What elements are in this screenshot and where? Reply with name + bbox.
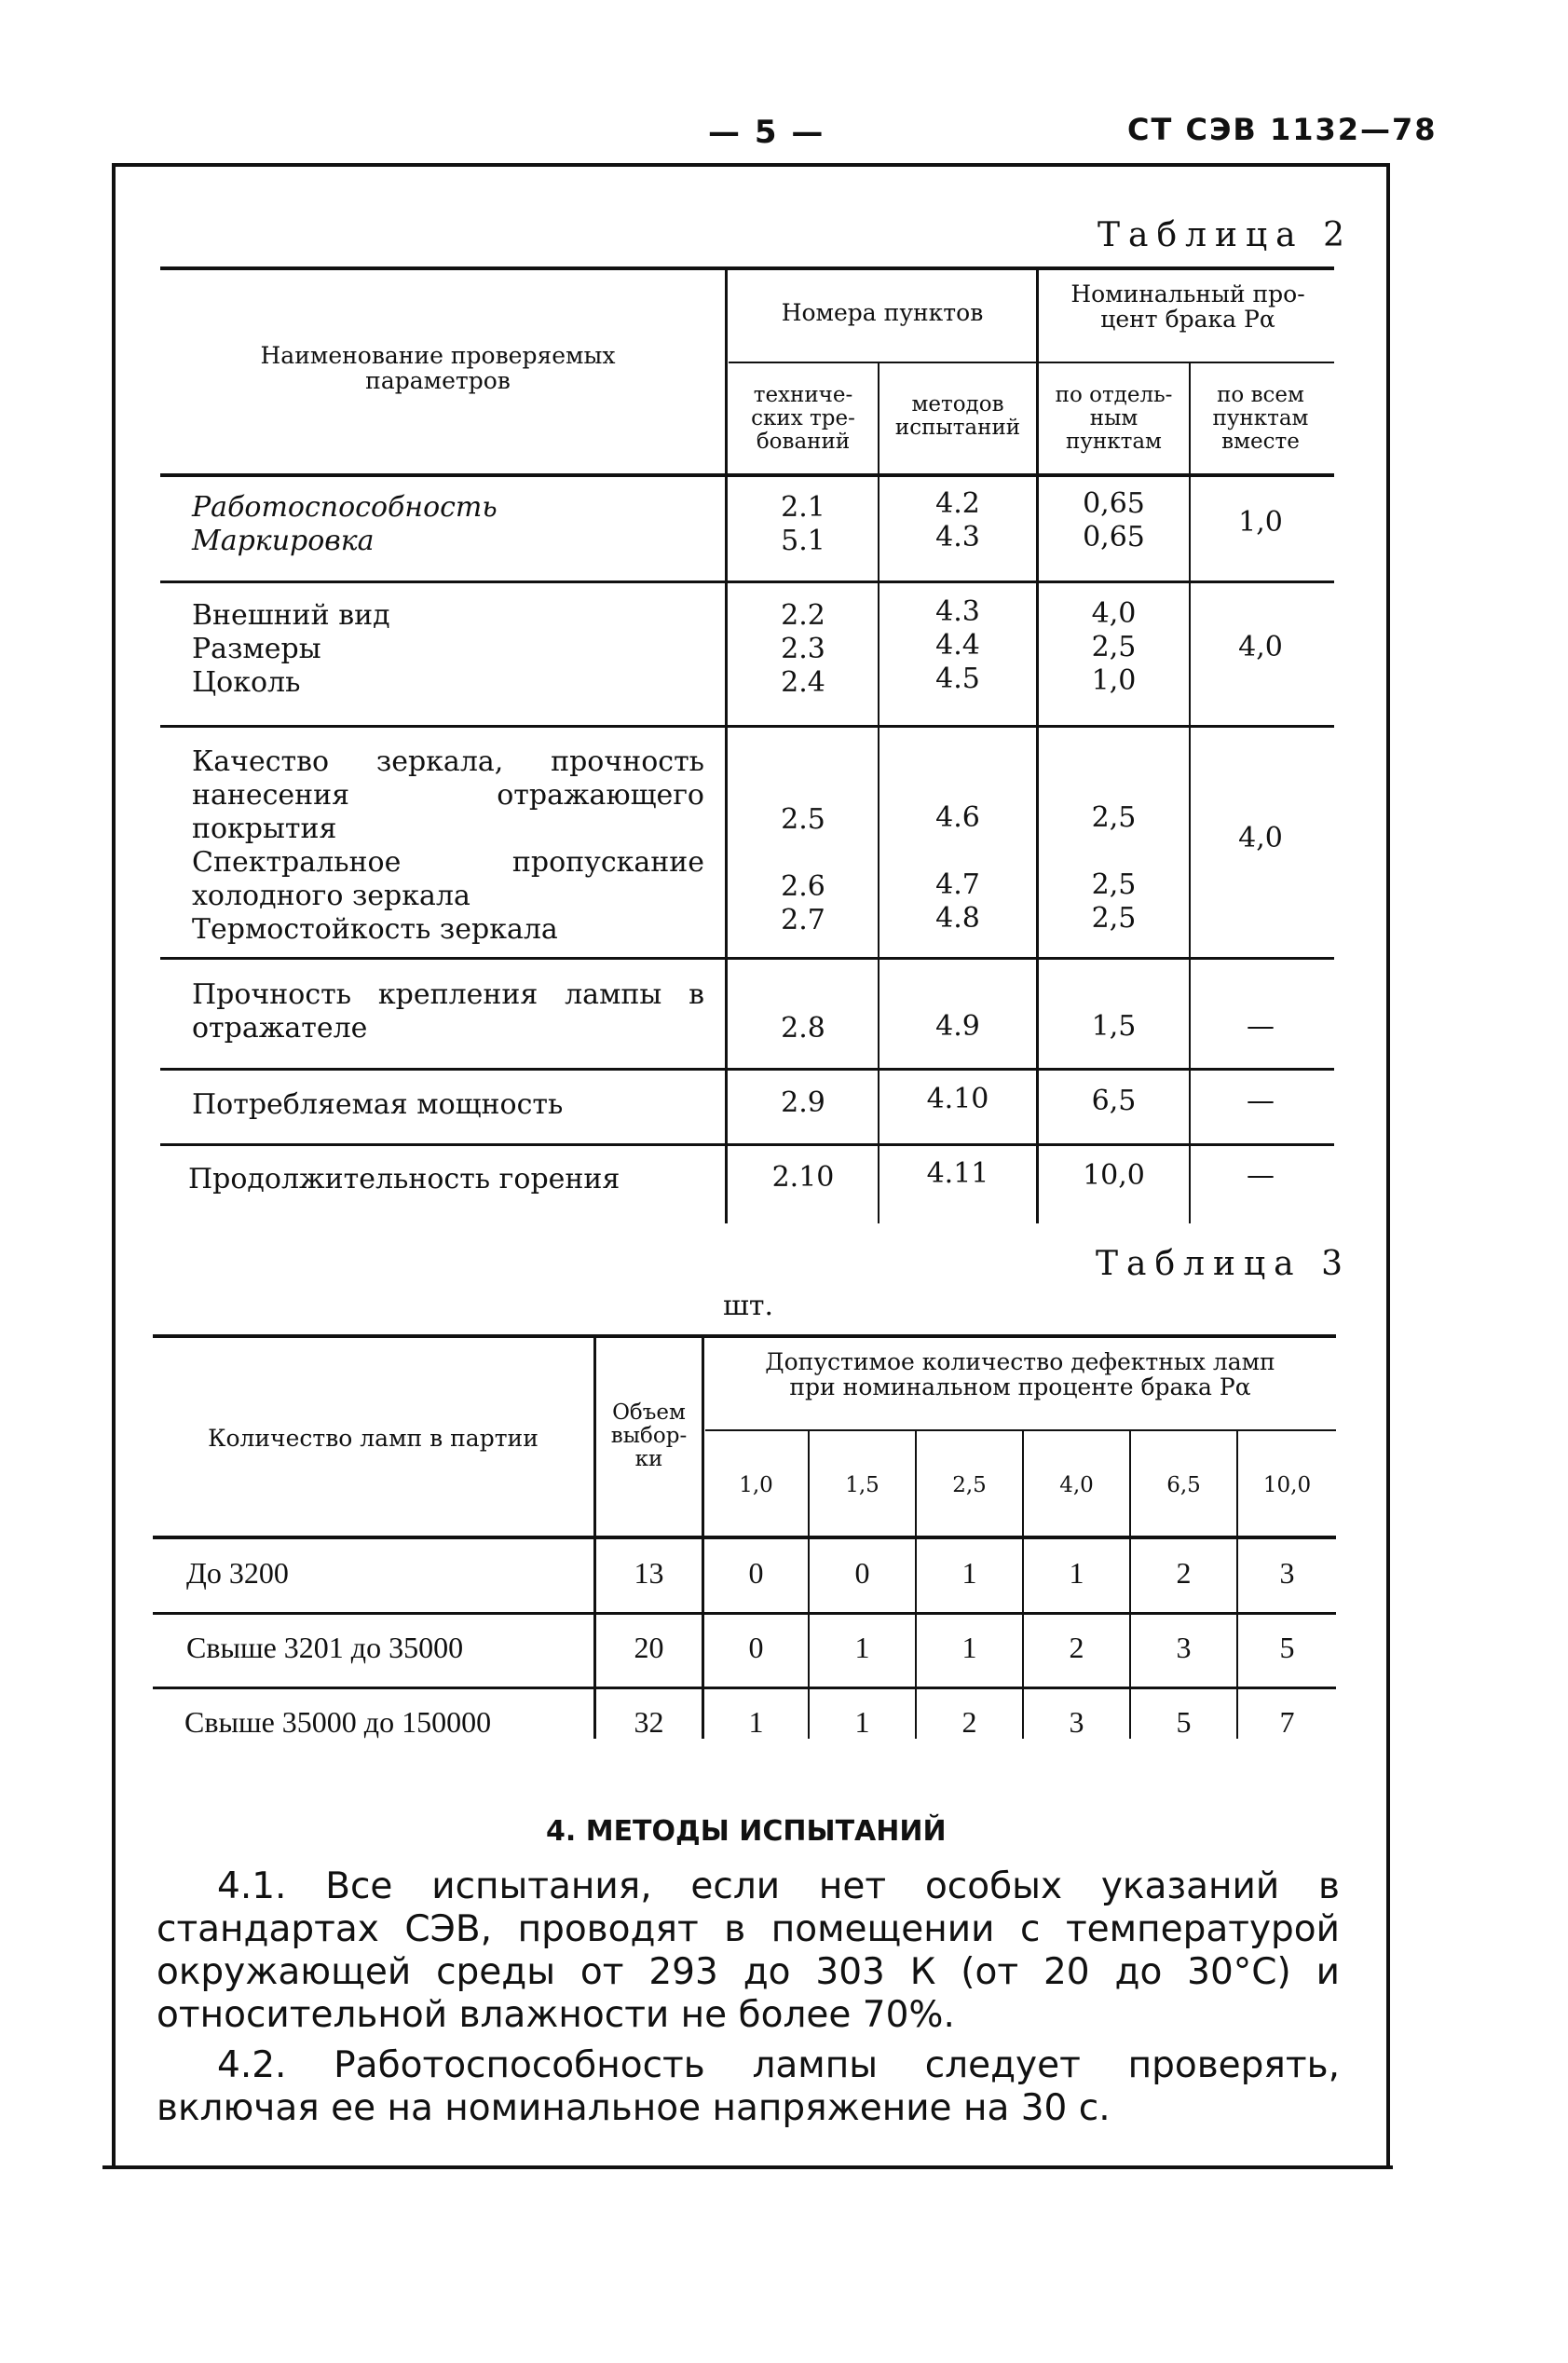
table2-pct-all: 4,0 xyxy=(1238,822,1283,854)
table2-pct-each: 6,5 xyxy=(1091,1085,1137,1117)
table3-value: 2 xyxy=(1069,1631,1084,1664)
table2-methods: 4.10 xyxy=(926,1083,989,1115)
frame-bottom-rule xyxy=(102,2165,1393,2169)
table2-row-rule xyxy=(160,957,1334,960)
table2-col-rule xyxy=(725,270,728,1223)
table2-row-rule xyxy=(160,1143,1334,1146)
table3-value: 1 xyxy=(854,1631,870,1664)
table2-row-rule xyxy=(160,1068,1334,1071)
table3-value: 5 xyxy=(1176,1705,1192,1739)
table2-header-rule xyxy=(160,473,1334,477)
table2-params: Продолжительность горения xyxy=(188,1163,620,1195)
table3-unit: шт. xyxy=(723,1290,774,1322)
table3-value: 0 xyxy=(748,1556,764,1590)
table3-value: 5 xyxy=(1279,1631,1295,1664)
table2-pct-all: — xyxy=(1247,1159,1275,1192)
frame-top-rule xyxy=(112,163,1390,167)
table3-qty: До 3200 xyxy=(186,1556,289,1590)
section-title: 4. МЕТОДЫ ИСПЫТАНИЙ xyxy=(546,1815,947,1848)
table3-header-rule xyxy=(153,1536,1336,1539)
table3-value: 3 xyxy=(1069,1705,1084,1739)
table2-col-pct: Номинальный про- цент брака Pα xyxy=(1070,280,1305,333)
table3-row-rule xyxy=(153,1612,1336,1615)
table3-value: 1 xyxy=(961,1556,977,1590)
table3-subheader-rule xyxy=(705,1429,1336,1431)
table2-col-points-methods: методов испытаний xyxy=(894,392,1021,440)
table2-pct-each: 2,5 2,5 2,5 xyxy=(1091,801,1137,935)
table3-qty: Свыше 3201 до 35000 xyxy=(186,1631,464,1664)
table2-subheader-rule xyxy=(729,362,1334,363)
table2-pct-all: — xyxy=(1247,1085,1275,1117)
table2-top-rule xyxy=(160,266,1334,270)
table3-caption: Таблица 3 xyxy=(1096,1245,1351,1283)
table3-sample: 32 xyxy=(634,1705,664,1739)
standard-number: СТ СЭВ 1132—78 xyxy=(1127,112,1438,147)
table2-pct-each: 4,0 2,5 1,0 xyxy=(1091,597,1137,697)
table3-value: 1 xyxy=(854,1705,870,1739)
paragraph-4-1: 4.1. Все испытания, если нет особых указаний в стандартах СЭВ, проводят в помещении с температурой окружающей среды от 293 до 303 К (от 20 до 30°С) и относительной влажности не более 70%. xyxy=(157,1865,1340,2036)
table3-col-sample: Объем выбор- ки xyxy=(610,1400,688,1471)
table3-col-allowed: Допустимое количество дефектных ламп при номинальном проценте брака Pα xyxy=(765,1348,1275,1400)
table2-row-rule xyxy=(160,581,1334,583)
paragraph-4-2: 4.2. Работоспособность лампы следует проверять, включая ее на номинальное напряжение на 30 с. xyxy=(157,2044,1340,2129)
table2-col-points-tech: техниче- ских тре- бований xyxy=(751,383,855,454)
table3-sample: 20 xyxy=(634,1631,664,1664)
table2-col-pct-all: по всем пунктам вместе xyxy=(1212,383,1309,454)
table2-col-param: Наименование проверяемых параметров xyxy=(260,342,616,394)
table2-tech: 2.1 5.1 xyxy=(781,491,825,557)
table2-methods: 4.6 4.7 4.8 xyxy=(935,801,980,935)
table2-methods: 4.2 4.3 xyxy=(935,487,980,553)
table3-value: 1 xyxy=(748,1705,764,1739)
table2-methods: 4.9 xyxy=(935,1010,980,1043)
table2-methods: 4.3 4.4 4.5 xyxy=(935,595,980,695)
page-number: — 5 — xyxy=(708,114,825,151)
table3-value: 7 xyxy=(1279,1705,1295,1739)
table3-sample: 13 xyxy=(634,1556,664,1590)
table2-col-pct-each: по отдель- ным пунктам xyxy=(1055,383,1173,454)
table3-pct-level: 6,5 xyxy=(1166,1473,1201,1497)
table2-params: Потребляемая мощность xyxy=(192,1088,564,1121)
table2-tech: 2.9 xyxy=(781,1086,825,1119)
table2-pct-all: — xyxy=(1247,1010,1275,1043)
table2-pct-all: 4,0 xyxy=(1238,631,1283,663)
table2-methods: 4.11 xyxy=(926,1157,989,1190)
table2-tech: 2.5 2.6 2.7 xyxy=(781,803,825,936)
table2-pct-each: 10,0 xyxy=(1083,1159,1145,1192)
table2-pct-each: 1,5 xyxy=(1091,1010,1137,1043)
table3-pct-level: 2,5 xyxy=(952,1473,987,1497)
table3-value: 3 xyxy=(1279,1556,1295,1590)
table3-row-rule xyxy=(153,1687,1336,1689)
table2-tech: 2.10 xyxy=(771,1161,835,1194)
table3-value: 1 xyxy=(961,1631,977,1664)
table3-pct-level: 10,0 xyxy=(1262,1473,1312,1497)
table2-pct-each: 0,65 0,65 xyxy=(1083,487,1145,553)
table2-params: Внешний вид Размеры Цоколь xyxy=(192,599,390,699)
table3-pct-level: 1,0 xyxy=(739,1473,773,1497)
table3-value: 0 xyxy=(854,1556,870,1590)
table3-top-rule xyxy=(153,1334,1336,1338)
table2-params: Работоспособность Маркировка xyxy=(192,491,498,557)
table2-params: Прочность крепления лампы в отражателе xyxy=(192,978,704,1045)
table3-col-rule xyxy=(593,1338,596,1739)
table3-value: 0 xyxy=(748,1631,764,1664)
table3-value: 2 xyxy=(1176,1556,1192,1590)
table2-row-rule xyxy=(160,725,1334,728)
table2-pct-all: 1,0 xyxy=(1238,506,1283,539)
table3-value: 3 xyxy=(1176,1631,1192,1664)
table2-tech: 2.8 xyxy=(781,1012,825,1045)
table3-value: 2 xyxy=(961,1705,977,1739)
table3-qty: Свыше 35000 до 150000 xyxy=(184,1705,492,1739)
table2-tech: 2.2 2.3 2.4 xyxy=(781,599,825,699)
table2-params: Качество зеркала, прочность нанесения отражающего покрытия Спектральное пропускание холодного зеркала Термостойкость зеркала xyxy=(192,745,704,946)
frame-right-rule xyxy=(1386,166,1390,2169)
table3-col-qty: Количество ламп в партии xyxy=(208,1425,539,1452)
table2-caption: Таблица 2 xyxy=(1098,216,1353,254)
table3-value: 1 xyxy=(1069,1556,1084,1590)
table2-col-points: Номера пунктов xyxy=(781,299,984,326)
table3-pct-level: 4,0 xyxy=(1059,1473,1094,1497)
frame-left-rule xyxy=(112,166,116,2169)
table3-pct-level: 1,5 xyxy=(845,1473,879,1497)
